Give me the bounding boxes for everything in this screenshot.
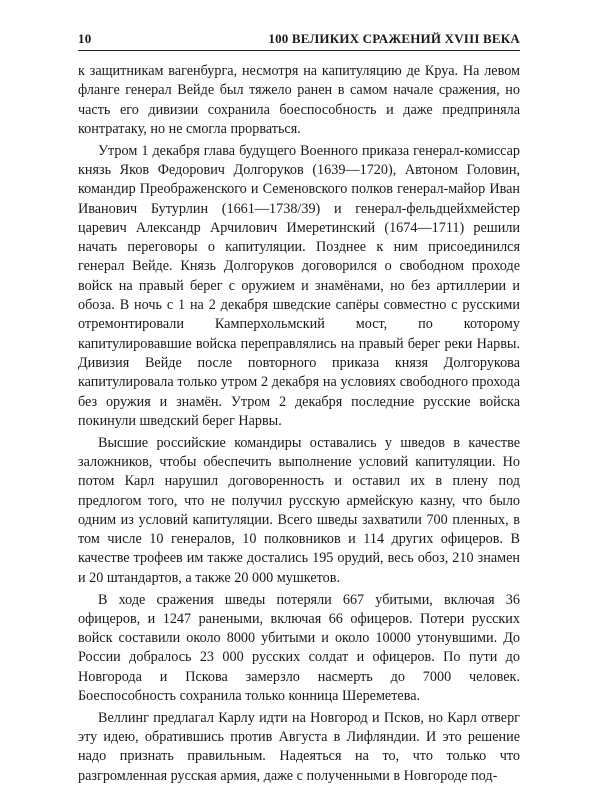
running-title: 100 ВЕЛИКИХ СРАЖЕНИЙ XVIII ВЕКА <box>268 31 520 46</box>
paragraph-3: Высшие российские командиры оставались у шведов в качестве заложников, чтобы обеспечить выполнение условий капитуляции. Но потом Карл нарушил договоренность и оставил их в плену под предлогом того, что не получил русскую армейскую казну, что было одним из условий капитуляции. Всего шведы захватили 700 пленных, в том числе 10 генералов, 10 полковников и 114 других офицеров. В качестве трофеев им также достались 195 орудий, весь обоз, 210 знамен и 20 штандартов, а также 20 000 мушкетов. <box>78 434 520 586</box>
paragraph-2: Утром 1 декабря глава будущего Военного приказа генерал-комиссар князь Яков Федорович Долгоруков (1639—1720), Автоном Головин, командир Преображенского и Семеновского полков генерал-майор Иван Иванович Бутурлин (1661—1738/39) и генерал-фельдцейхмейстер царевич Александр Арчилович Имеретинский (1674—1711) решили начать переговоры о капитуляции. Позднее к ним присоединился генерал Вейде. Князь Долгоруков договорился о свободном проходе войск на правый берег с оружием и знамёнами, но без артиллерии и обоза. В ночь с 1 на 2 декабря шведские сапёры совместно с русскими отремонтировали Камперхольмский мост, по которому капитулировавшие войска переправлялись на правый берег реки Нарвы. Дивизия Вейде после повторного приказа князя Долгорукова капитулировала только утром 2 декабря на условиях свободного прохода без оружия и знамён. Утром 2 декабря последние русские войска покинули шведский берег Нарвы. <box>78 142 520 429</box>
paragraph-5: Веллинг предлагал Карлу идти на Новгород и Псков, но Карл отверг эту идею, обратившись против Августа в Лифляндии. И это решение надо признать правильным. Надеяться на то, что только что разгромленная русская армия, даже с полученными в Новгороде под- <box>78 709 520 784</box>
page-body <box>78 62 520 788</box>
page-number: 10 <box>78 31 92 46</box>
paragraph-4: В ходе сражения шведы потеряли 667 убитыми, включая 36 офицеров, и 1247 ранеными, включая 66 офицеров. Потери русских войск составили около 8000 убитыми и около 10000 утонувшими. До России добралось 23 000 русских солдат и офицеров. По пути до Новгорода и Пскова замерзло насмерть до 7000 человек. Боеспособность сохранила только конница Шереметева. <box>78 591 520 704</box>
running-header <box>78 28 520 51</box>
paragraph-1: к защитникам вагенбурга, несмотря на капитуляцию де Круа. На левом фланге генерал Вейде был тяжело ранен в самом начале сражения, но часть его дивизии сохранила боеспособность и даже предприняла контратаку, но не смогла прорваться. <box>78 63 520 137</box>
